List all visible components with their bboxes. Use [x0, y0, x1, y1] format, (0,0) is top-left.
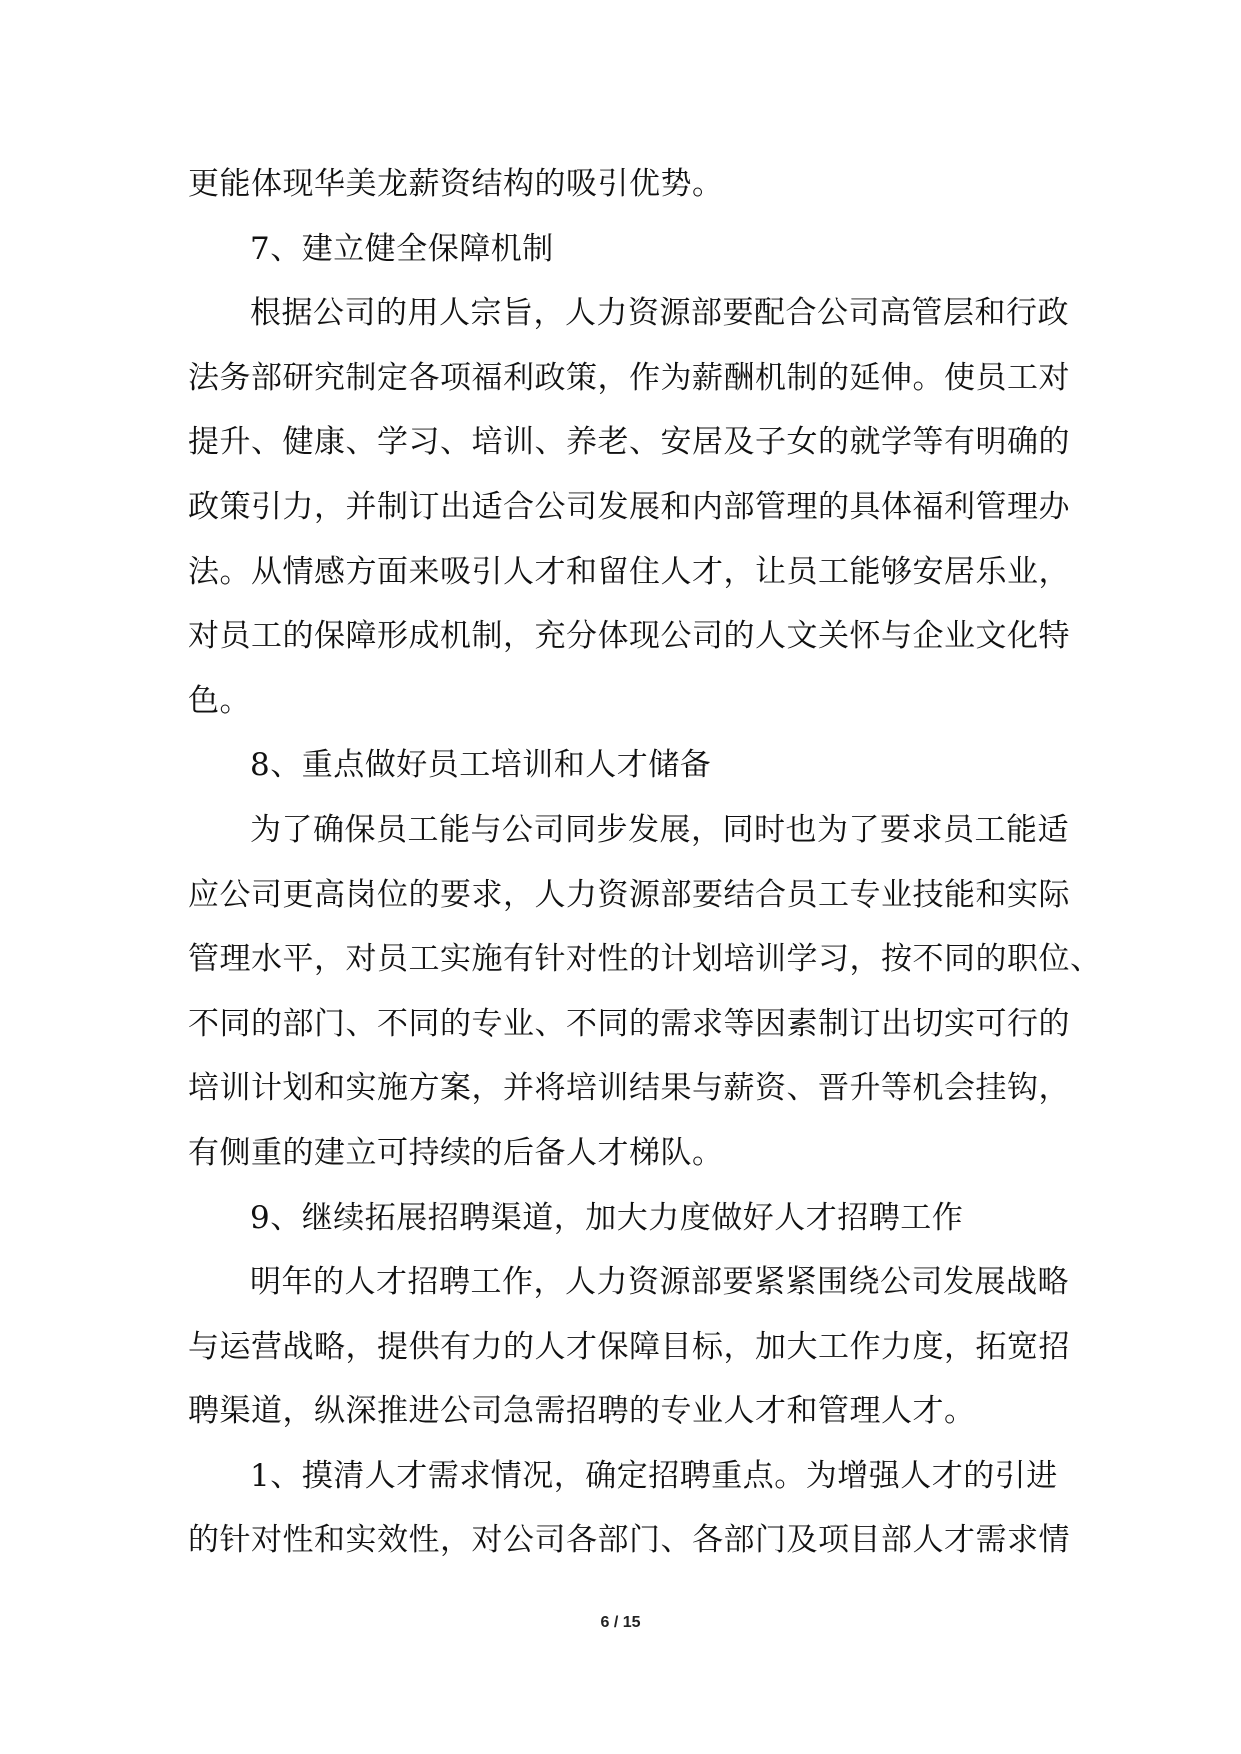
text-line: 明年的人才招聘工作，人力资源部要紧紧围绕公司发展战略: [250, 1264, 1069, 1301]
text-line: 提升、健康、学习、培训、养老、安居及子女的就学等有明确的: [188, 424, 1070, 461]
page-number: 6 / 15: [600, 1614, 641, 1631]
section-heading-7: 7、建立健全保障机制: [250, 230, 554, 267]
text-line: 法务部研究制定各项福利政策，作为薪酬机制的延伸。使员工对: [188, 359, 1070, 396]
text-line: 对员工的保障形成机制，充分体现公司的人文关怀与企业文化特: [188, 618, 1070, 655]
text-line: 政策引力，并制订出适合公司发展和内部管理的具体福利管理办: [188, 488, 1070, 525]
text-line: 培训计划和实施方案，并将培训结果与薪资、晋升等机会挂钩，: [188, 1070, 1070, 1107]
text-line: 法。从情感方面来吸引人才和留住人才，让员工能够安居乐业，: [188, 553, 1070, 590]
section-heading-9: 9、继续拓展招聘渠道，加大力度做好人才招聘工作: [250, 1199, 964, 1236]
text-line: 根据公司的用人宗旨，人力资源部要配合公司高管层和行政: [250, 295, 1069, 332]
text-line: 为了确保员工能与公司同步发展，同时也为了要求员工能适: [250, 811, 1069, 848]
text-line: 1、摸清人才需求情况，确定招聘重点。为增强人才的引进: [250, 1457, 1058, 1494]
section-heading-8: 8、重点做好员工培训和人才储备: [250, 747, 712, 784]
text-line: 不同的部门、不同的专业、不同的需求等因素制订出切实可行的: [188, 1005, 1070, 1042]
text-line: 与运营战略，提供有力的人才保障目标，加大工作力度，拓宽招: [188, 1328, 1070, 1365]
text-line: 管理水平，对员工实施有针对性的计划培训学习，按不同的职位、: [188, 941, 1102, 978]
text-line: 聘渠道，纵深推进公司急需招聘的专业人才和管理人才。: [188, 1393, 976, 1430]
text-line: 色。: [188, 682, 251, 719]
text-line: 有侧重的建立可持续的后备人才梯队。: [188, 1134, 724, 1171]
text-line: 更能体现华美龙薪资结构的吸引优势。: [188, 166, 724, 202]
text-line: 的针对性和实效性，对公司各部门、各部门及项目部人才需求情: [188, 1522, 1070, 1559]
document-body: [188, 152, 1102, 1573]
text-line: 应公司更高岗位的要求，人力资源部要结合员工专业技能和实际: [188, 876, 1070, 913]
